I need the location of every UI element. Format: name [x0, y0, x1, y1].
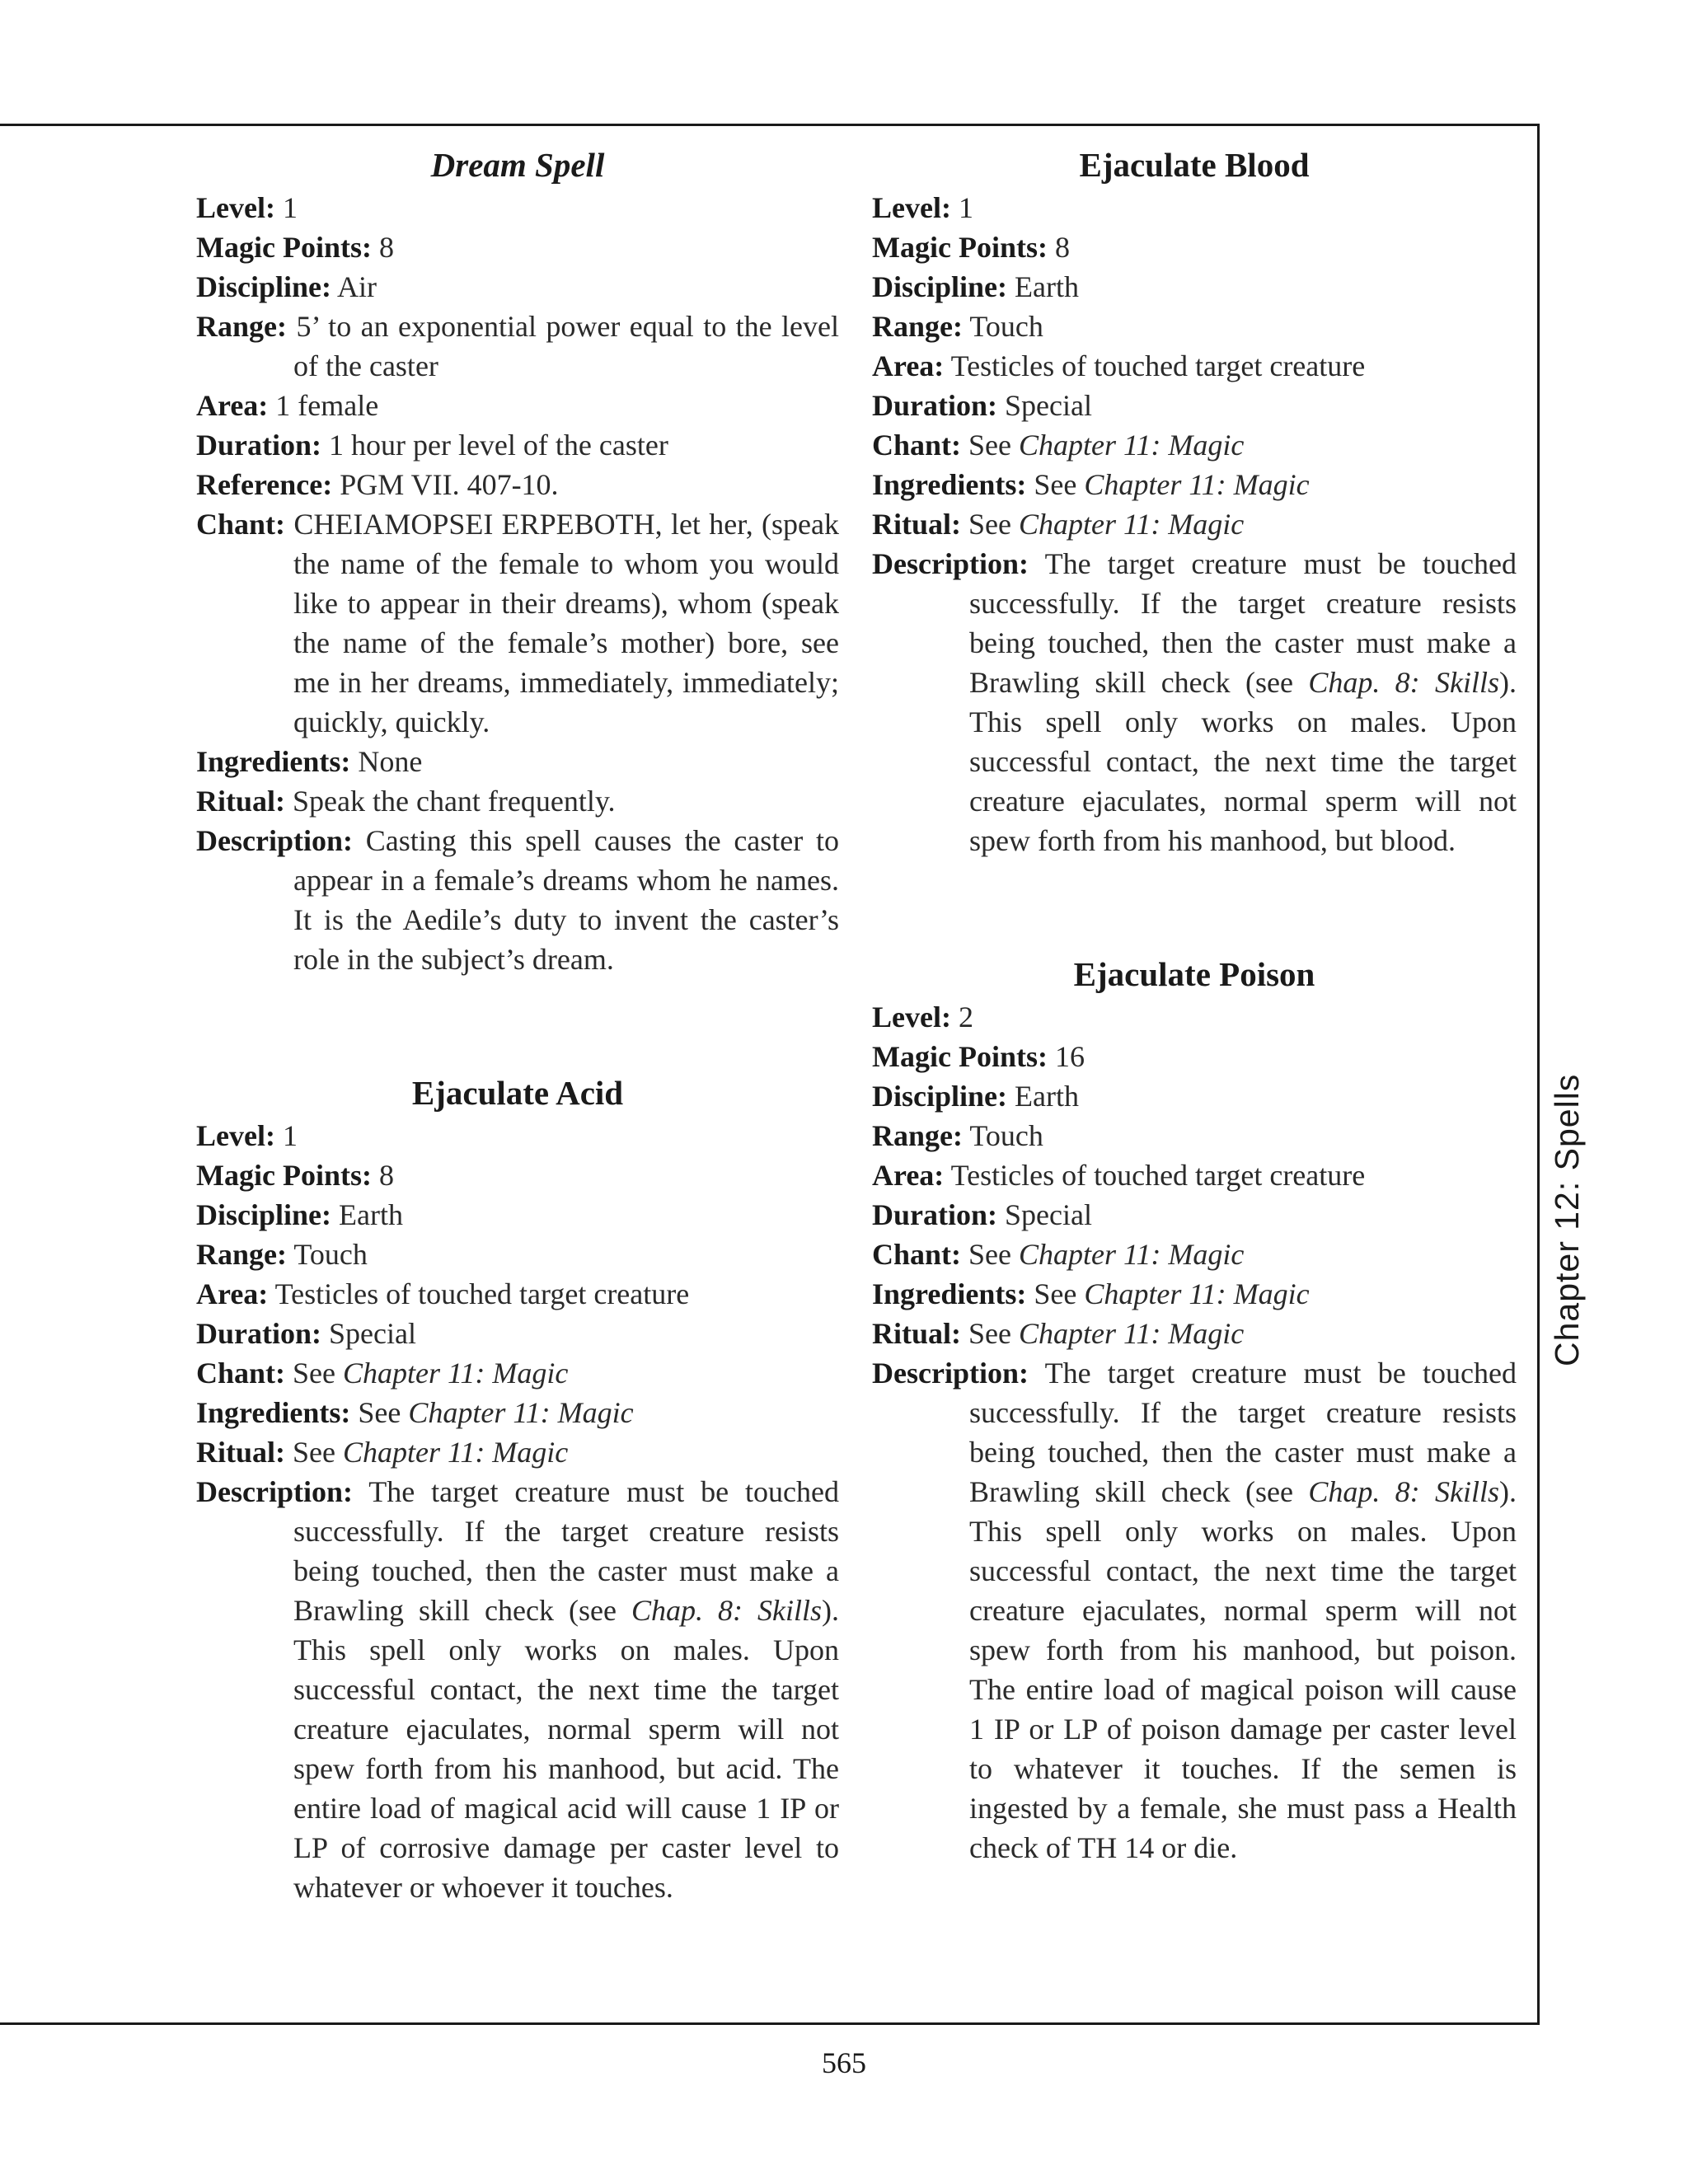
- label: Chant:: [872, 1238, 962, 1271]
- value: 1: [282, 191, 298, 224]
- chapter-reference: Chapter 11: Magic: [342, 1436, 569, 1469]
- label: Level:: [872, 1001, 951, 1033]
- label: Chant:: [196, 508, 286, 541]
- stat-range: [872, 1116, 1517, 1155]
- value: Air: [337, 270, 377, 303]
- label: Reference:: [196, 468, 333, 501]
- stat-duration: [196, 1314, 839, 1353]
- chapter-reference: Chapter 11: Magic: [1019, 1238, 1245, 1271]
- stat-description: [196, 1472, 839, 1907]
- label: Range:: [872, 310, 963, 343]
- stat-reference: [196, 465, 839, 504]
- label: Magic Points:: [872, 1040, 1048, 1073]
- left-column: [196, 142, 839, 1907]
- label: Area:: [872, 349, 945, 382]
- spell-dream: [196, 142, 839, 979]
- value: Special: [1005, 389, 1092, 422]
- value: ). This spell only works on males. Upon successful contact, the next time the target creature ejaculates, normal sperm will not spew forth from his manhood, but acid. The entire load of magical acid will cause 1 IP or LP of corrosive damage per caster level to whatever or whoever it touches.: [293, 1594, 840, 1904]
- stat-ritual: [872, 1314, 1517, 1353]
- page-number: 565: [822, 2046, 866, 2079]
- value: 5’ to an exponential power equal to the level of the caster: [293, 310, 840, 382]
- stat-duration: [196, 425, 839, 465]
- value: 1 female: [275, 389, 379, 422]
- value: 8: [1054, 231, 1070, 264]
- see-text: See: [293, 1357, 336, 1390]
- label: Chant:: [196, 1357, 286, 1390]
- spell-ejaculate-acid: [196, 1070, 839, 1907]
- stat-magic-points: [196, 1155, 839, 1195]
- label: Magic Points:: [872, 231, 1048, 264]
- value: PGM VII. 407-10.: [340, 468, 559, 501]
- stat-magic-points: [872, 227, 1517, 267]
- label: Ritual:: [196, 1436, 285, 1469]
- label: Description:: [872, 1357, 1029, 1390]
- value: Testicles of touched target creature: [950, 1159, 1366, 1192]
- stat-duration: [872, 386, 1517, 425]
- see-text: See: [968, 508, 1011, 541]
- spacer: [872, 860, 1517, 951]
- stat-level: [872, 997, 1517, 1037]
- label: Duration:: [196, 429, 321, 462]
- stat-ritual: [196, 1432, 839, 1472]
- stat-range: [196, 1235, 839, 1274]
- skills-reference: Chap. 8: Skills: [1308, 666, 1500, 699]
- see-text: See: [358, 1396, 401, 1429]
- label: Level:: [196, 1119, 275, 1152]
- stat-range: [872, 307, 1517, 346]
- value: 8: [378, 1159, 394, 1192]
- label: Ingredients:: [872, 1277, 1027, 1310]
- label: Range:: [872, 1119, 963, 1152]
- value: Earth: [1015, 1080, 1079, 1113]
- skills-reference: Chap. 8: Skills: [631, 1594, 823, 1627]
- label: Ritual:: [196, 785, 285, 818]
- stat-level: [196, 1116, 839, 1155]
- spell-title: Dream Spell: [430, 146, 605, 184]
- label: Chant:: [872, 429, 962, 462]
- stat-area: [872, 346, 1517, 386]
- spell-ejaculate-poison: [872, 951, 1517, 1868]
- right-column: [872, 142, 1517, 1868]
- chapter-reference: Chapter 11: Magic: [408, 1396, 634, 1429]
- spell-title: Ejaculate Poison: [1073, 955, 1315, 993]
- value: Touch: [969, 1119, 1043, 1152]
- spell-title: Ejaculate Acid: [411, 1074, 624, 1112]
- value: CHEIAMOPSEI ERPEBOTH, let her, (speak the name of the female to whom you would like to appear in their dreams), whom (speak the name of the female’s mother) bore, see me in her dreams, immediately, immediately; quickly, quickly.: [293, 508, 839, 738]
- chapter-reference: Chapter 11: Magic: [1019, 429, 1245, 462]
- stat-range: [196, 307, 839, 386]
- stat-chant: [872, 425, 1517, 465]
- see-text: See: [293, 1436, 335, 1469]
- value: None: [358, 745, 423, 778]
- label: Description:: [196, 1475, 353, 1508]
- see-text: See: [968, 1317, 1011, 1350]
- value: 1: [958, 191, 973, 224]
- label: Magic Points:: [196, 1159, 372, 1192]
- stat-discipline: [872, 1076, 1517, 1116]
- label: Description:: [872, 547, 1029, 580]
- label: Duration:: [872, 389, 997, 422]
- label: Duration:: [196, 1317, 321, 1350]
- label: Discipline:: [872, 270, 1008, 303]
- chapter-reference: Chapter 11: Magic: [1084, 468, 1310, 501]
- value: Touch: [293, 1238, 368, 1271]
- label: Area:: [196, 1277, 269, 1310]
- stat-magic-points: [196, 227, 839, 267]
- see-text: See: [968, 429, 1012, 462]
- value: ). This spell only works on males. Upon successful contact, the next time the target creature ejaculates, normal sperm will not spew forth from his manhood, but blood.: [969, 666, 1517, 857]
- spacer: [196, 979, 839, 1070]
- label: Discipline:: [196, 270, 332, 303]
- value: 1 hour per level of the caster: [329, 429, 668, 462]
- stat-discipline: [196, 267, 839, 307]
- label: Range:: [196, 1238, 287, 1271]
- stat-description: [196, 821, 839, 979]
- stat-chant: [196, 1353, 839, 1393]
- stat-level: [196, 188, 839, 227]
- stat-duration: [872, 1195, 1517, 1235]
- value: 1: [282, 1119, 298, 1152]
- stat-ingredients: [872, 1274, 1517, 1314]
- stat-area: [196, 386, 839, 425]
- label: Ingredients:: [196, 745, 351, 778]
- label: Discipline:: [196, 1198, 332, 1231]
- label: Magic Points:: [196, 231, 372, 264]
- stat-level: [872, 188, 1517, 227]
- stat-discipline: [872, 267, 1517, 307]
- value: Special: [329, 1317, 416, 1350]
- label: Ingredients:: [872, 468, 1027, 501]
- value: ). This spell only works on males. Upon successful contact, the next time the target creature ejaculates, normal sperm will not spew forth from his manhood, but poison. The entire load of magical poison will cause 1 IP or LP of poison damage per caster level to whatever it touches. If the semen is ingested by a female, she must pass a Health check of TH 14 or die.: [969, 1475, 1517, 1864]
- value: Earth: [339, 1198, 403, 1231]
- see-text: See: [1034, 1277, 1077, 1310]
- label: Ritual:: [872, 1317, 961, 1350]
- see-text: See: [1034, 468, 1077, 501]
- see-text: See: [968, 1238, 1012, 1271]
- label: Level:: [872, 191, 951, 224]
- value: Testicles of touched target creature: [274, 1277, 690, 1310]
- stat-ritual: [872, 504, 1517, 544]
- value: 16: [1054, 1040, 1085, 1073]
- skills-reference: Chap. 8: Skills: [1308, 1475, 1500, 1508]
- stat-chant: [196, 504, 839, 742]
- value: Special: [1005, 1198, 1092, 1231]
- value: Touch: [969, 310, 1043, 343]
- label: Discipline:: [872, 1080, 1008, 1113]
- value: Casting this spell causes the caster to appear in a female’s dreams whom he names. It is the Aedile’s duty to invent the caster’s role in the subject’s dream.: [293, 824, 839, 976]
- stat-area: [196, 1274, 839, 1314]
- label: Description:: [196, 824, 353, 857]
- stat-discipline: [196, 1195, 839, 1235]
- stat-area: [872, 1155, 1517, 1195]
- label: Area:: [196, 389, 269, 422]
- stat-ingredients: [196, 742, 839, 781]
- chapter-reference: Chapter 11: Magic: [1084, 1277, 1310, 1310]
- stat-description: [872, 1353, 1517, 1868]
- label: Range:: [196, 310, 287, 343]
- stat-ingredients: [196, 1393, 839, 1432]
- spell-ejaculate-blood: [872, 142, 1517, 860]
- label: Ingredients:: [196, 1396, 351, 1429]
- value: The target creature must be touched successfully. If the target creature resists being touched, then the caster must make a Brawling skill check (see: [969, 547, 1517, 699]
- value: 2: [958, 1001, 973, 1033]
- value: Speak the chant frequently.: [293, 785, 616, 818]
- stat-ritual: [196, 781, 839, 821]
- stat-description: [872, 544, 1517, 860]
- value: 8: [378, 231, 394, 264]
- value: The target creature must be touched successfully. If the target creature resists being touched, then the caster must make a Brawling skill check (see: [969, 1357, 1517, 1508]
- value: The target creature must be touched successfully. If the target creature resists being touched, then the caster must make a Brawling skill check (see: [293, 1475, 839, 1627]
- chapter-side-label-text: Chapter 12: Spells: [1548, 1073, 1586, 1366]
- chapter-reference: Chapter 11: Magic: [1018, 508, 1245, 541]
- chapter-reference: Chapter 11: Magic: [343, 1357, 569, 1390]
- label: Duration:: [872, 1198, 997, 1231]
- label: Level:: [196, 191, 275, 224]
- value: Earth: [1015, 270, 1079, 303]
- chapter-reference: Chapter 11: Magic: [1018, 1317, 1245, 1350]
- label: Area:: [872, 1159, 945, 1192]
- stat-magic-points: [872, 1037, 1517, 1076]
- stat-ingredients: [872, 465, 1517, 504]
- stat-chant: [872, 1235, 1517, 1274]
- value: Testicles of touched target creature: [950, 349, 1366, 382]
- spell-title: Ejaculate Blood: [1079, 146, 1310, 184]
- label: Ritual:: [872, 508, 961, 541]
